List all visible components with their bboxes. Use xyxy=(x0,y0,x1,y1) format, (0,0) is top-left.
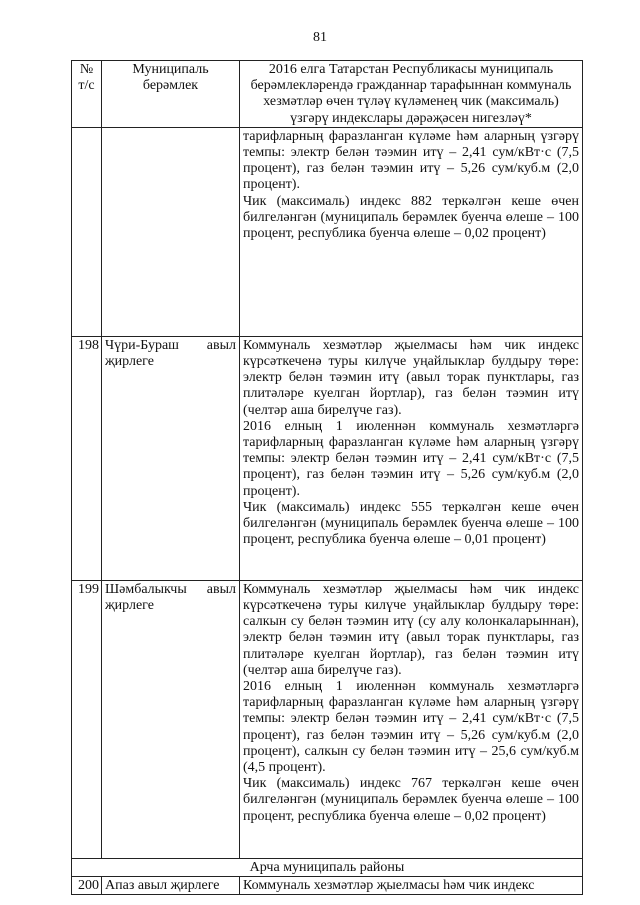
tariff-index-table xyxy=(71,60,583,895)
row-description xyxy=(240,336,583,580)
table-header-row xyxy=(72,61,583,128)
table-row xyxy=(72,336,583,580)
row-paragraph: 2016 елның 1 июленнән коммуналь хезмәтләргә тарифларның фаразланган күләме һәм аларның үзгәрү темпы: электр белән тәэмин итү – 2,41 сум/кВт·с (7,5 процент), газ белән тәэмин итү – 5,26 сум/куб.м (2,0 процент). xyxy=(243,418,579,499)
row-municipality: Апаз авыл җирлеге xyxy=(102,877,240,895)
header-municipality: Муниципаль берәмлек xyxy=(102,61,240,128)
row-paragraph: Чик (максималь) индекс 882 теркәлгән кеше өчен билгеләнгән (муниципаль берәмлек буенча өлеше – 100 процент, республика буенча өлеше – 0,02 процент) xyxy=(243,193,579,242)
row-number: 199 xyxy=(72,580,102,858)
header-description: 2016 елга Татарстан Республикасы муниципаль берәмлекләрендә гражданнар тарафыннан коммуналь хезмәтләр өчен түләү күләменең чик (максималь) үзгәрү индекслары дәрәҗәсен нигезләү* xyxy=(240,61,583,128)
row-paragraph: Чик (максималь) индекс 767 теркәлгән кеше өчен билгеләнгән (муниципаль берәмлек буенча өлеше – 100 процент, республика буенча өлеше – 0,02 процент) xyxy=(243,776,579,824)
row-description xyxy=(240,127,583,336)
row-paragraph: Чик (максималь) индекс 555 теркәлгән кеше өчен билгеләнгән (муниципаль берәмлек буенча өлеше – 100 процент, республика буенча өлеше – 0,01 процент) xyxy=(243,499,579,548)
header-number: № т/с xyxy=(72,61,102,128)
table-row xyxy=(72,877,583,895)
region-row xyxy=(72,858,583,876)
row-municipality: Шәмбалыкчы авыл җирлеге xyxy=(102,580,240,858)
page-number: 81 xyxy=(313,30,327,45)
region-heading: Арча муниципаль районы xyxy=(72,858,583,876)
row-number: 198 xyxy=(72,336,102,580)
row-paragraph: тарифларның фаразланган күләме һәм аларның үзгәрү темпы: электр белән тәэмин итү – 2,41 сум/кВт·с (7,5 процент), газ белән тәэмин итү – 5,26 сум/куб.м (2,0 процент). xyxy=(243,128,579,193)
row-paragraph: Коммуналь хезмәтләр җыелмасы һәм чик индекс күрсәткеченә туры килүче уңайлыклар булдыру төре: электр белән тәэмин итү (авыл торак пунктлары, газ плитәләре куелган йортлар), газ белән тәэмин итү (челтәр аша бирелүче газ). xyxy=(243,337,579,418)
table-row xyxy=(72,580,583,858)
row-paragraph: 2016 елның 1 июленнән коммуналь хезмәтләргә тарифларның фаразланган күләме һәм аларның үзгәрү темпы: электр белән тәэмин итү – 2,41 сум/кВт·с (7,5 процент), газ белән тәэмин итү – 5,26 сум/куб.м (2,0 процент), салкын су белән тәэмин итү – 25,6 сум/куб.м (4,5 процент). xyxy=(243,679,579,776)
row-description: Коммуналь хезмәтләр җыелмасы һәм чик индекс xyxy=(240,877,583,895)
row-municipality xyxy=(102,127,240,336)
row-description xyxy=(240,580,583,858)
row-paragraph: Коммуналь хезмәтләр җыелмасы һәм чик индекс күрсәткеченә туры килүче уңайлыклар булдыру төре: салкын су белән тәэмин итү (су алу колонкаларыннан), электр белән тәэмин итү (авыл торак пунктлары, газ плитәләре куелган йортлар), газ белән тәэмин итү (челтәр аша бирелүче газ). xyxy=(243,581,579,678)
table-row xyxy=(72,127,583,336)
row-number: 200 xyxy=(72,877,102,895)
row-municipality: Чүри-Бураш авыл җирлеге xyxy=(102,336,240,580)
row-number xyxy=(72,127,102,336)
